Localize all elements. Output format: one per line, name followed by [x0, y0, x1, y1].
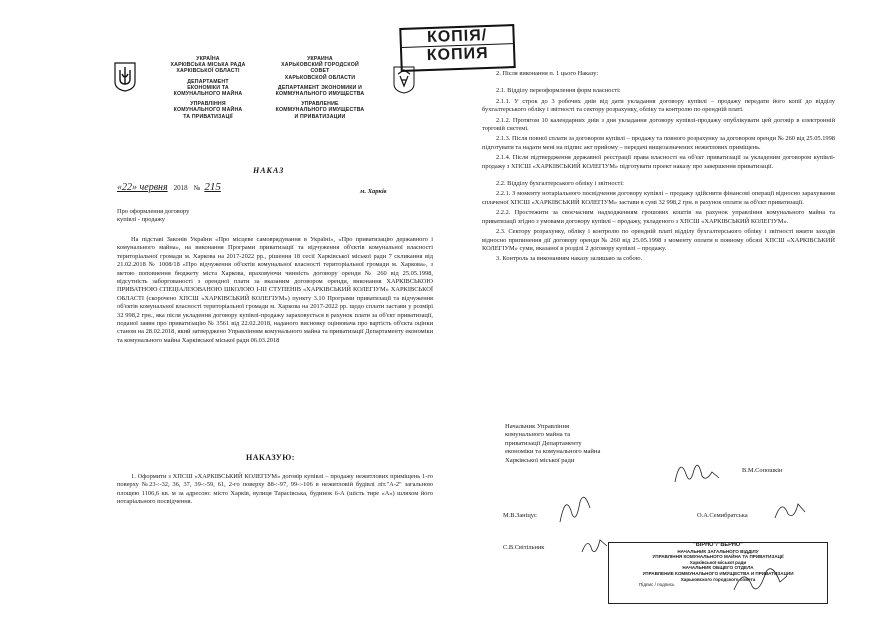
- head-title-block: Начальник Управління комунального майна та приватизації Департаменту економіки та комунального майна Харківської міської ради: [505, 423, 601, 464]
- city: м. Харків: [360, 188, 387, 195]
- signer-3-signature: [580, 532, 610, 558]
- para-2-2: 2.2. Відділу бухгалтерського обліку і звітності:: [496, 180, 624, 188]
- number-handwritten: 215: [204, 181, 221, 193]
- signer-1-signature: [556, 488, 596, 528]
- signer-2-name: О.А.Семибратська: [697, 512, 748, 519]
- preamble-text: На підставі Законів України «Про місцеве самоврядування в Україні», «Про приватизацію державного і комунального майна», на виконання Програми приватизації та відчуження об'єктів комунальної власності територіальної громади м. Харкова на 2017-2022 рр., рішення 18 сесії Харківської міської ради 7 скликання від 21.02.2018 № 1008/18 «Про відчуження об'єктів комунальної власності територіальної громади м. Харкова», з метою поповнення бюджету міста Харкова, враховуючи чинність договору оренди № 260 від 25.05.1998, відсутність заборгованості з орендної плати за вказаним договором оренди, виконання ХАРКІВСЬКОЮ ПРИВАТНОЮ СПЕЦІАЛІЗОВАНОЮ ШКОЛОЮ І-ІІІ СТУПЕНІВ «ХАРКІВСЬКИЙ КОЛЕГІУМ» ХАРКІВСЬКОЇ ОБЛАСТІ (скорочено ХПСШ «ХАРКІВСЬКИЙ КОЛЕГІУМ») пункту 3.10 Програми приватизації та відчуження об'єктів комунальної власності територіальної громади м. Харкова на 2017-2022 рр. щодо сплати застави у розмірі 32 998,2 грн., яка після укладення договору купівлі-продажу зараховується в рахунок плати за об'єкт приватизації, поданої заяви про приватизацію № 3561 від 22.02.2018, наданого висновку оцінювача про вартість об'єкта оцінки станом на 28.02.2018, який затверджено Управлінням комунального майна та приватизації Департаменту економіки та комунального майна Харківської міської ради 06.03.2018: [117, 236, 433, 344]
- para-2: 2. Після виконання п. 1 цього Наказу:: [496, 70, 599, 77]
- para-2-2-1: 2.2.1. З моменту нотаріального посвідчення договору купівлі – продажу здійснити фінансові операції відносно зарахування сплаченої ХПСШ «ХАРКІВСЬКИЙ КОЛЕГІУМ» застави в сумі 32 998,2 грн. в рахунок оплати за об'єкт приватизації.: [482, 190, 835, 206]
- header-left: УКРАЇНА ХАРКІВСЬКА МІСЬКА РАДА ХАРКІВСЬКОЇ ОБЛАСТІ ДЕПАРТАМЕНТ ЕКОНОМІКИ ТА КОМУНАЛЬНОГО МАЙНА УПРАВЛІННЯ КОМУНАЛЬНОГО МАЙНА ТА ПРИВАТИЗАЦІЇ: [170, 56, 246, 120]
- verification-stamp: "ВІРНО"/"ВЕРНО" НАЧАЛЬНИК ЗАГАЛЬНОГО ВІДДІЛУ УПРАВЛІННЯ КОМУНАЛЬНОГО МАЙНА ТА ПРИВАТИЗАЦІЇ Харківської міської ради НАЧАЛЬНИК ОБЩЕГО ОТДЕЛА УПРАВЛЕНИЕ КОММУНАЛЬНОГО ИМУЩЕСТВА И ПРИВАТИЗАЦИИ Харьковского городского совета Підпис / подпись: [608, 542, 828, 604]
- right-column: [482, 70, 835, 264]
- order-subject: Про оформлення договору купівлі - продажу: [117, 208, 190, 223]
- date-handwritten: «22» червня: [117, 182, 168, 193]
- item-1: 1. Оформити з ХПСШ «ХАРКІВСЬКИЙ КОЛЕГІУМ» договір купівлі – продажу нежитлових приміщень 1-го поверху №23-:-32, 36, 37, 39-:-59, 61, 2-го поверху 88-:-97, 99-:-106 в нежитловій будівлі літ."А-2" загальною площею 1106,6 кв. м за адресою: місто Харків, вулиця Тарасівська, будинок 6-А (шість тире «А») шляхом його нотаріального посвідчення.: [117, 473, 433, 506]
- header-right: УКРАИНА ХАРЬКОВСКИЙ ГОРОДСКОЙ СОВЕТ ХАРЬКОВСКОЙ ОБЛАСТИ ДЕПАРТАМЕНТ ЭКОНОМИКИ И КОММУНАЛЬНОГО ИМУЩЕСТВА УПРАВЛЕНИЕ КОММУНАЛЬНОГО ИМУЩЕСТВА И ПРИВАТИЗАЦИИ: [275, 56, 365, 120]
- head-name: В.М.Сопошкін: [742, 467, 783, 474]
- stamp-signature: [730, 560, 790, 600]
- coat-of-arms-emblem: [114, 62, 136, 92]
- para-2-1-1: 2.1.1. У строк до 3 робочих днів від дати укладання договору купівлі – продажу передати його копії до відділу бухгалтерського обліку і звітності та сектору розрахунку, обліку та контролю по орендній платі.: [482, 97, 835, 114]
- para-2-1: 2.1. Відділу переоформлення форм власності:: [496, 87, 621, 95]
- order-year: 2018: [173, 184, 188, 192]
- para-2-1-2: 2.1.2. Протягом 10 календарних днів з дня укладання договору купівлі-продажу опублікувати цей договір в електронній торговій системі.: [482, 116, 835, 133]
- para-2-1-3: 2.1.3. Після повної сплати за договором купівлі – продажу та повного розрахунку за договором оренди № 260 від 25.05.1998 підготувати та надати мені на підпис акт прийому – передачі вищезазначених нежитлових приміщень.: [482, 135, 835, 151]
- signer-1-name: М.В.Заніцус: [503, 512, 537, 519]
- head-signature: [672, 452, 722, 492]
- para-2-3: 2.3. Сектору розрахунку, обліку і контролю по орендній платі відділу бухгалтерського обліку і звітності вжити заходів відносно припинення дії договору оренди № 260 від 25.05.1998 з моменту оплати в повному обсязі ХПСШ «ХАРКІВСЬКИЙ КОЛЕГІУМ» суми, вказаної в розділі 2 договору купівлі – продажу.: [482, 228, 835, 252]
- para-2-2-2: 2.2.2. Простежити за своєчасним надходженням грошових коштів на рахунок управління комунального майна та приватизації згідно з умовами договору купівлі – продажу, укладеного з ХПСШ «ХАРКІВСЬКИЙ КОЛЕГІУМ».: [482, 209, 835, 225]
- number-prefix: №: [193, 184, 201, 192]
- signer-3-name: С.В.Світільник: [503, 544, 545, 551]
- para-2-1-4: 2.1.4. Після підтвердження державної реєстрації права власності на об'єкт приватизації за укладеним договором купівлі-продажу з ХПСШ «ХАРКІВСЬКИЙ КОЛЕГІУМ» підготувати проект наказу про завершення приватизації.: [482, 154, 835, 170]
- signer-2-signature: [772, 494, 808, 524]
- order-title: НАКАЗ: [253, 166, 285, 175]
- city-emblem: [393, 66, 415, 94]
- copy-stamp: КОПІЯ/ КОПИЯ: [399, 24, 515, 72]
- nakazuyu-heading: НАКАЗУЮ:: [246, 453, 295, 462]
- para-3: 3. Контроль за виконанням наказу залишаю за собою.: [496, 255, 643, 263]
